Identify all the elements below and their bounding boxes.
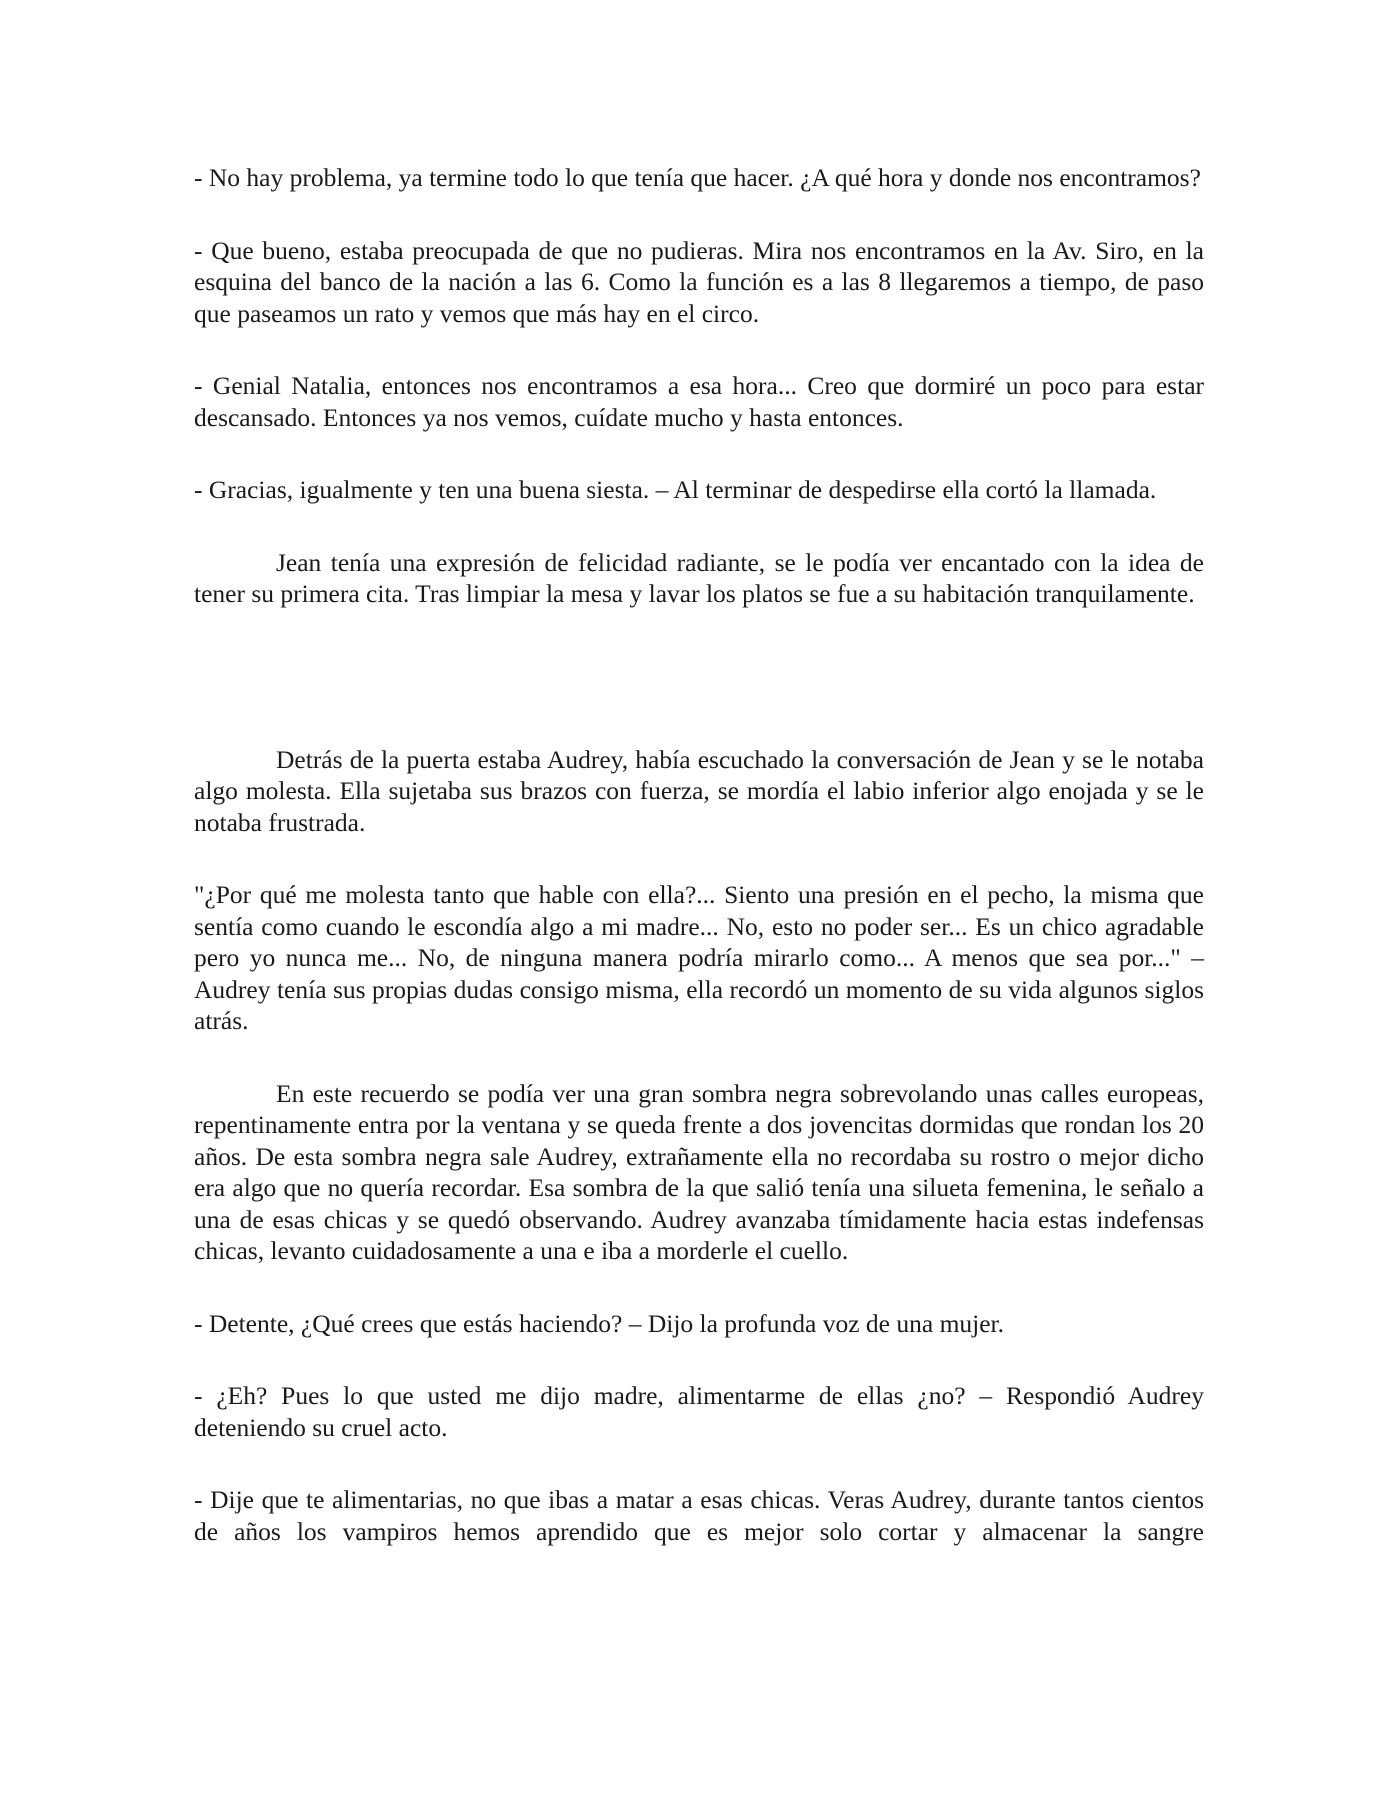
document-page xyxy=(194,162,1204,1547)
dialogue-paragraph: - Genial Natalia, entonces nos encontramos a esa hora... Creo que dormiré un poco para estar descansado. Entonces ya nos vemos, cuídate mucho y hasta entonces. xyxy=(194,371,1204,432)
narrative-paragraph: Detrás de la puerta estaba Audrey, había escuchado la conversación de Jean y se le notaba algo molesta. Ella sujetaba sus brazos con fuerza, se mordía el labio inferior algo enojada y se le notaba frustrada. xyxy=(194,744,1204,837)
dialogue-paragraph: - No hay problema, ya termine todo lo que tenía que hacer. ¿A qué hora y donde nos encontramos? xyxy=(194,163,1201,192)
narrative-paragraph: Jean tenía una expresión de felicidad radiante, se le podía ver encantado con la idea de tener su primera cita. Tras limpiar la mesa y lavar los platos se fue a su habitación tranquilamente. xyxy=(194,547,1204,608)
dialogue-paragraph: - Gracias, igualmente y ten una buena siesta. – Al terminar de despedirse ella cortó la llamada. xyxy=(194,475,1157,504)
dialogue-paragraph: - Detente, ¿Qué crees que estás haciendo? – Dijo la profunda voz de una mujer. xyxy=(194,1308,1005,1338)
dialogue-paragraph: - Dije que te alimentarias, no que ibas a matar a esas chicas. Veras Audrey, durante tantos cientos de años los vampiros hemos aprendido que es mejor solo cortar y almacenar la sangre xyxy=(194,1485,1204,1546)
section-break xyxy=(194,651,1204,744)
narrative-paragraph: En este recuerdo se podía ver una gran sombra negra sobrevolando unas calles europeas, repentinamente entra por la ventana y se queda frente a dos jovencitas dormidas que rondan los 20 años. De esta sombra negra sale Audrey, extrañamente ella no recordaba su rostro o mejor dicho era algo que no quería recordar. Esa sombra de la que salió tenía una silueta femenina, le señalo a una de esas chicas y se quedó observando. Audrey avanzaba tímidamente hacia estas indefensas chicas, levanto cuidadosamente a una e iba a morderle el cuello. xyxy=(194,1078,1204,1265)
dialogue-paragraph: - Que bueno, estaba preocupada de que no pudieras. Mira nos encontramos en la Av. Siro, en la esquina del banco de la nación a las 6. Como la función es a las 8 llegaremos a tiempo, de paso que paseamos un rato y vemos que más hay en el circo. xyxy=(194,235,1204,328)
dialogue-paragraph: - ¿Eh? Pues lo que usted me dijo madre, alimentarme de ellas ¿no? – Respondió Audrey deteniendo su cruel acto. xyxy=(194,1381,1204,1442)
inner-monologue-paragraph: "¿Por qué me molesta tanto que hable con ella?... Siento una presión en el pecho, la misma que sentía como cuando le escondía algo a mi madre... No, esto no poder ser... Es un chico agradable pero yo nunca me... No, de ninguna manera podría mirarlo como... A menos que sea por..." – Audrey tenía sus propias dudas consigo misma, ella recordó un momento de su vida algunos siglos atrás. xyxy=(194,880,1204,1035)
